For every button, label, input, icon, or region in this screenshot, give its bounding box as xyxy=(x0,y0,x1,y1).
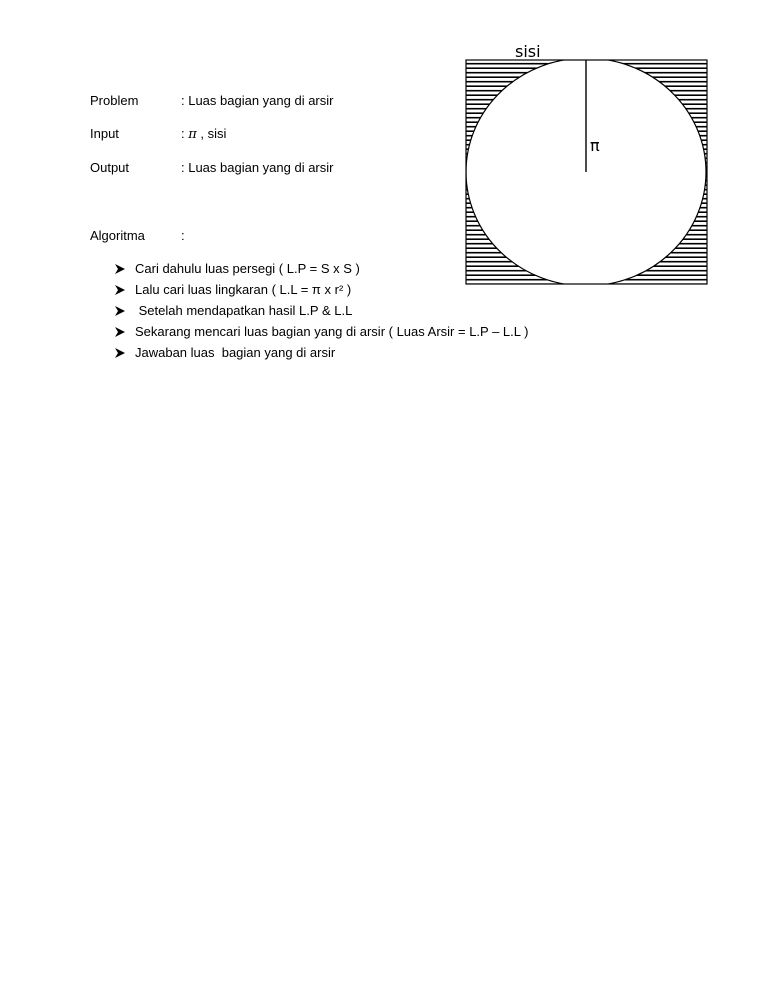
input-label: Input xyxy=(90,126,119,141)
list-item xyxy=(114,281,352,302)
list-item xyxy=(114,302,353,323)
problem-value: : Luas bagian yang di arsir xyxy=(181,93,334,108)
algoritma-value: : xyxy=(181,228,185,243)
arrowhead-bullet-icon xyxy=(114,263,126,275)
arrowhead-bullet-icon xyxy=(114,326,126,338)
input-value-prefix: : xyxy=(181,126,185,141)
step-text: Cari dahulu luas persegi ( L.P = S x S ) xyxy=(135,261,360,276)
arrowhead-bullet-icon xyxy=(114,305,126,317)
input-value-suffix: , sisi xyxy=(200,126,227,141)
circle-in-square-figure xyxy=(462,40,712,290)
output-value: : Luas bagian yang di arsir xyxy=(181,160,334,175)
input-pi-symbol: π xyxy=(188,127,197,142)
algorithm-steps-list xyxy=(114,260,529,365)
step-text: Lalu cari luas lingkaran ( L.L = π x r² ) xyxy=(135,282,352,297)
side-label: sisi xyxy=(515,42,541,61)
list-item xyxy=(114,260,360,281)
list-item xyxy=(114,344,336,365)
algoritma-label: Algoritma xyxy=(90,228,145,243)
figure-drawing xyxy=(462,40,712,290)
list-item xyxy=(114,323,529,344)
arrowhead-bullet-icon xyxy=(114,284,126,296)
step-text: Jawaban luas bagian yang di arsir xyxy=(135,345,336,360)
step-text: Sekarang mencari luas bagian yang di arsir ( Luas Arsir = L.P – L.L ) xyxy=(135,324,529,339)
arrowhead-bullet-icon xyxy=(114,347,126,359)
input-value xyxy=(181,125,226,144)
step-text: Setelah mendapatkan hasil L.P & L.L xyxy=(135,303,353,318)
output-label: Output xyxy=(90,160,130,175)
problem-label: Problem xyxy=(90,93,139,108)
radius-label: π xyxy=(590,136,600,155)
